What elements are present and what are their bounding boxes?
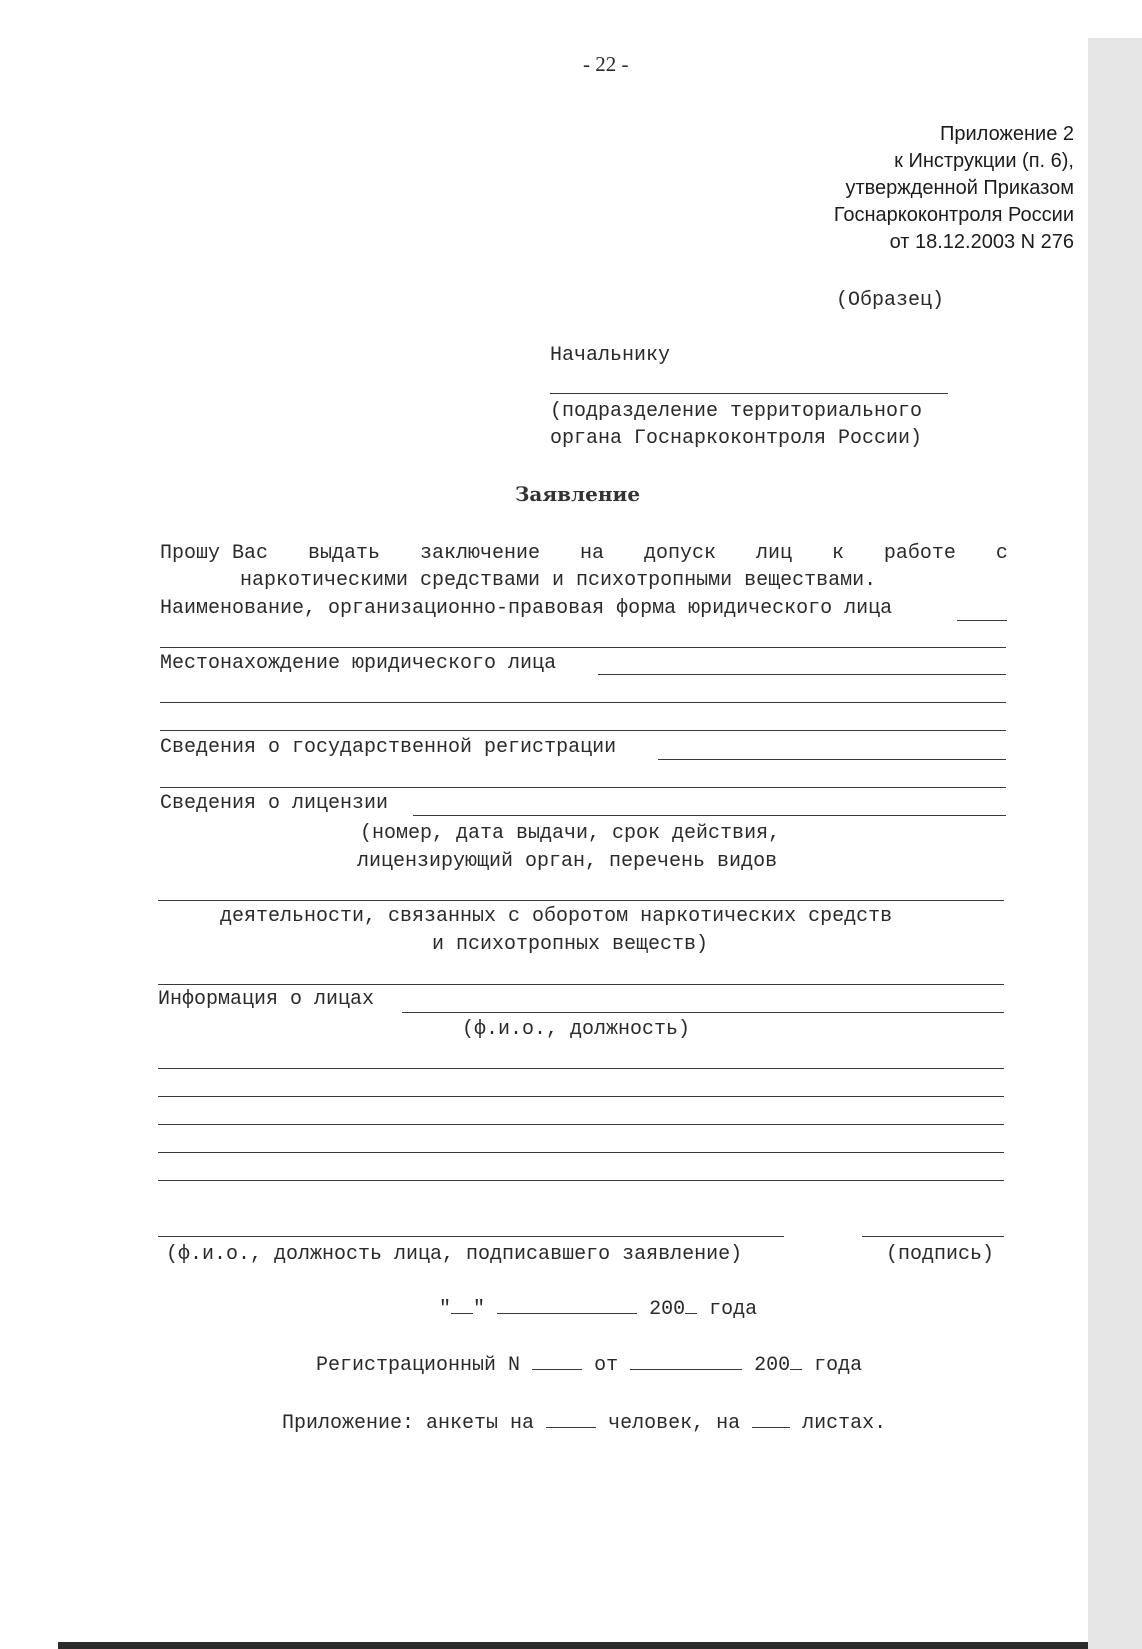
state-registration-inline-blank[interactable]: [658, 759, 1006, 760]
date-month-blank[interactable]: [497, 1295, 637, 1314]
appendix-number: Приложение 2: [940, 123, 1074, 145]
intro-word: к: [831, 542, 844, 565]
appendix-order-date: от 18.12.2003 N 276: [889, 231, 1074, 253]
license-hint-4: и психотропных веществ): [432, 933, 709, 956]
persons-blank-line-2[interactable]: [158, 1096, 1004, 1097]
intro-word: на: [579, 542, 604, 565]
scan-margin-strip: [1088, 38, 1142, 1649]
attachment-row: [258, 1385, 886, 1436]
registration-suffix: года: [814, 1354, 863, 1377]
appendix-approved-by: утвержденной Приказом: [845, 177, 1074, 199]
registration-year-blank[interactable]: [790, 1351, 802, 1370]
appendix-instruction-ref: к Инструкции (п. 6),: [894, 150, 1074, 172]
registration-label: Регистрационный N: [316, 1354, 521, 1377]
date-row: [415, 1271, 757, 1322]
signer-caption: (ф.и.о., должность лица, подписавшего заявление): [166, 1243, 743, 1266]
license-blank-line[interactable]: [158, 900, 1004, 901]
scan-bottom-edge: [58, 1642, 1088, 1649]
license-label: Сведения о лицензии: [160, 792, 389, 815]
signature-caption: (подпись): [886, 1243, 995, 1266]
location-label: Местонахождение юридического лица: [160, 652, 557, 675]
date-suffix: года: [709, 1298, 758, 1321]
license-inline-blank[interactable]: [413, 815, 1006, 816]
registration-from: от: [594, 1354, 619, 1377]
intro-word: Прошу Вас: [160, 542, 269, 565]
date-year: 200: [649, 1298, 686, 1321]
signature-line[interactable]: [862, 1236, 1004, 1237]
intro-line-1: [160, 542, 1008, 566]
persons-inline-blank[interactable]: [402, 1012, 1004, 1013]
intro-word: допуск: [643, 542, 716, 565]
intro-word: заключение: [419, 542, 541, 565]
registration-row: [292, 1327, 862, 1378]
signer-name-line[interactable]: [158, 1236, 784, 1237]
date-year-blank[interactable]: [685, 1295, 697, 1314]
intro-word: выдать: [308, 542, 381, 565]
date-quote-close: ": [473, 1298, 486, 1321]
registration-year: 200: [754, 1354, 791, 1377]
state-registration-label: Сведения о государственной регистрации: [160, 736, 617, 759]
persons-blank-line-3[interactable]: [158, 1124, 1004, 1125]
attachment-sheets-blank[interactable]: [752, 1409, 790, 1428]
attachment-people: человек, на: [608, 1412, 741, 1435]
attachment-sheets: листах.: [802, 1412, 887, 1435]
addressee-caption-2: органа Госнаркоконтроля России): [550, 427, 923, 450]
intro-word: с: [995, 542, 1008, 565]
attachment-people-blank[interactable]: [546, 1409, 596, 1428]
location-inline-blank[interactable]: [598, 674, 1006, 675]
sample-label: (Образец): [836, 289, 945, 312]
persons-blank-line-5[interactable]: [158, 1180, 1004, 1181]
license-blank-line-2[interactable]: [158, 984, 1004, 985]
addressee-to: Начальнику: [550, 344, 671, 367]
license-hint-2: лицензирующий орган, перечень видов: [357, 850, 778, 873]
persons-hint: (ф.и.о., должность): [462, 1018, 691, 1041]
addressee-caption-1: (подразделение территориального: [550, 400, 923, 423]
appendix-header: [834, 121, 1074, 256]
name-inline-blank[interactable]: [957, 620, 1007, 621]
attachment-prefix: Приложение: анкеты на: [282, 1412, 535, 1435]
location-blank-line-2[interactable]: [160, 730, 1006, 731]
registration-number-blank[interactable]: [532, 1351, 582, 1370]
location-blank-line-1[interactable]: [160, 702, 1006, 703]
intro-word: лиц: [755, 542, 792, 565]
appendix-agency: Госнаркоконтроля России: [833, 204, 1074, 226]
date-quote-open: ": [439, 1298, 452, 1321]
page-number: - 22 -: [583, 52, 629, 76]
intro-word: работе: [883, 542, 956, 565]
document-title: Заявление: [515, 482, 641, 506]
name-blank-line[interactable]: [160, 647, 1006, 648]
date-day-blank[interactable]: [451, 1295, 473, 1314]
persons-blank-line-1[interactable]: [158, 1068, 1004, 1069]
registration-date-blank[interactable]: [630, 1351, 742, 1370]
persons-label: Информация о лицах: [158, 988, 375, 1011]
addressee-line: [550, 393, 948, 394]
intro-line-2: наркотическими средствами и психотропными веществами.: [240, 569, 877, 592]
persons-blank-line-4[interactable]: [158, 1152, 1004, 1153]
license-hint-1: (номер, дата выдачи, срок действия,: [360, 822, 781, 845]
state-registration-blank-line[interactable]: [160, 787, 1006, 788]
name-label: Наименование, организационно-правовая форма юридического лица: [160, 597, 893, 620]
license-hint-3: деятельности, связанных с оборотом наркотических средств: [220, 905, 893, 928]
